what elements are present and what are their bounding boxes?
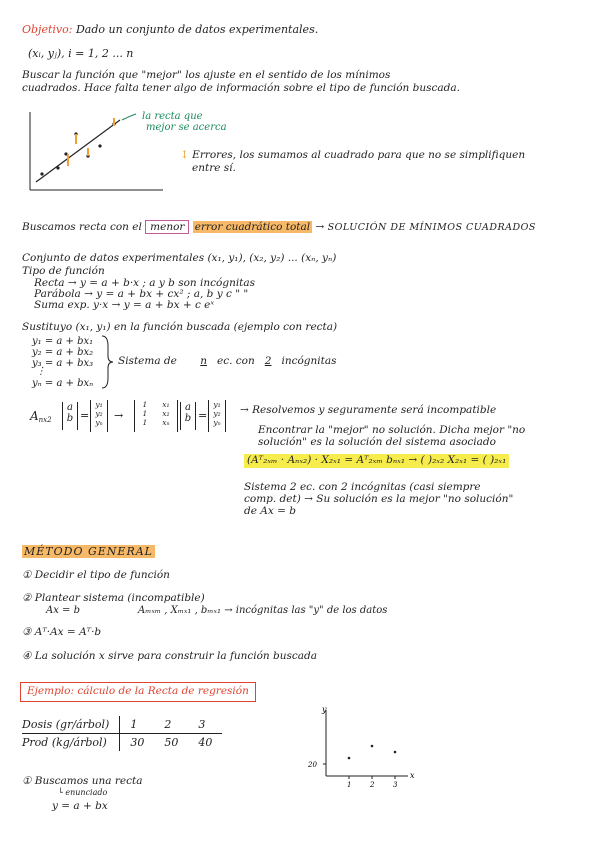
- buscamos-recta: [22, 776, 143, 788]
- step-2: [22, 593, 205, 605]
- table-label-dosis: Dosis (gr/árbol): [22, 716, 120, 734]
- resolvemos-arrow: →: [240, 404, 249, 416]
- objetivo-text: Dado un conjunto de datos experimentales.: [75, 23, 319, 36]
- matrix-y-2: [208, 400, 226, 432]
- scatter-x-label: x: [410, 771, 415, 780]
- matrix-A-letter: A: [30, 409, 39, 423]
- y-n: yₙ: [95, 418, 103, 427]
- ab-a: a: [67, 402, 73, 413]
- step-1-number: ①: [22, 569, 32, 581]
- tipo-recta: Recta → y = a + b·x ; a y b son incógnitas: [34, 277, 256, 289]
- step-1-number-ex: ①: [22, 775, 32, 787]
- encontrar-line-2: solución" es la solución del sistema asociado: [258, 436, 496, 448]
- one-2: 1: [142, 409, 148, 418]
- ab2-b: b: [184, 413, 192, 424]
- scatter-y-label: y: [322, 705, 327, 714]
- metodo-title-text: MÉTODO GENERAL: [24, 545, 153, 558]
- table-row-prod: [22, 734, 222, 752]
- enunciado-text: enunciado: [65, 788, 108, 797]
- error-total-highlight: error cuadrático total: [194, 221, 311, 233]
- step-4-number: ④: [22, 650, 32, 662]
- eq-y1: y₁ = a + bx₁: [32, 336, 94, 347]
- step-2-text: Plantear sistema (incompatible): [34, 592, 205, 604]
- enunciado-hook: └: [58, 788, 63, 797]
- table-cell: 50: [164, 736, 179, 749]
- fig1-label-arrow: [122, 114, 136, 120]
- table-row-dosis: [22, 716, 222, 734]
- errors-line-1: [180, 150, 525, 162]
- buscamos-arrow: →: [315, 221, 325, 233]
- table-cell: 1: [120, 716, 155, 734]
- enunciado-label: [58, 789, 107, 798]
- table-cell: 40: [198, 736, 213, 749]
- y2-2: y₂: [213, 409, 221, 418]
- scatter-point: [371, 745, 374, 748]
- scatter-y-tick-20: 20: [308, 761, 317, 769]
- y-2: y₂: [95, 409, 103, 418]
- eq-yn: yₙ = a + bxₙ: [32, 378, 94, 389]
- table-cell: 30: [130, 736, 145, 749]
- errors-line-2: entre sí.: [192, 162, 236, 174]
- scatter-point: [348, 757, 351, 760]
- table-label-prod: Prod (kg/árbol): [22, 734, 120, 752]
- table-cell: 2: [154, 716, 188, 734]
- resolvemos-line: [240, 405, 496, 417]
- one-1: 1: [142, 400, 148, 409]
- y2-1: y₁: [213, 400, 221, 409]
- fit-line-label-2: mejor se acerca: [146, 122, 227, 133]
- scatter-x-tick-label: 1: [347, 781, 352, 789]
- metodo-title: [22, 546, 155, 558]
- step-3-number: ③: [22, 626, 32, 638]
- matrix-y: [90, 400, 108, 432]
- intro-line-1: Buscar la función que "mejor" los ajuste en el sentido de los mínimos: [22, 69, 391, 81]
- scatter-point: [394, 751, 397, 754]
- y-1: y₁: [95, 400, 103, 409]
- x-2: x₂: [162, 409, 170, 418]
- ab2-a: a: [185, 402, 191, 413]
- menor-box: menor: [145, 220, 189, 234]
- fig1-fit-line: [36, 120, 120, 182]
- system-brace: [100, 334, 114, 390]
- step-4: [22, 651, 317, 663]
- scatter-x-tick-label: 2: [370, 781, 375, 789]
- buscamos-line: [22, 222, 536, 234]
- matrix-ab-1: [62, 402, 78, 430]
- eq-y2: y₂ = a + bx₂: [32, 347, 94, 358]
- y2-n: yₙ: [213, 418, 221, 427]
- x-n: xₙ: [162, 418, 170, 427]
- step-3: [22, 627, 101, 639]
- incognitas: incógnitas: [281, 355, 337, 367]
- x-1: x₁: [162, 400, 170, 409]
- step-2-number: ②: [22, 592, 32, 604]
- sistema-n: n: [200, 355, 208, 367]
- step-2-sub-a: Ax = b: [46, 605, 80, 616]
- scatter-chart: [300, 704, 420, 796]
- matrix-A: [30, 410, 52, 425]
- sistema-de-line: [118, 356, 337, 368]
- ab-b: b: [66, 413, 74, 424]
- intro-line-2: cuadrados. Hace falta tener algo de información sobre el tipo de función buscada.: [22, 82, 460, 94]
- ec-con: ec. con: [217, 355, 255, 367]
- ejemplo-title: Ejemplo: cálculo de la Recta de regresión: [20, 682, 256, 702]
- sistema-line-1: Sistema 2 ec. con 2 incógnitas (casi siempre: [244, 481, 481, 493]
- fig1-points: [40, 122, 115, 175]
- tipo-parabola: Parábola → y = a + bx + cx² ; a, b y c " ": [34, 288, 249, 300]
- sistema-line-3: de Ax = b: [244, 505, 296, 517]
- matrix-eq-2: =: [198, 409, 208, 422]
- buscamos-prefix: Buscamos recta con el: [22, 221, 142, 233]
- buscamos-recta-text: Buscamos una recta: [34, 775, 143, 787]
- step-4-text: La solución x sirve para construir la función buscada: [34, 650, 318, 662]
- fit-line-label-1: la recta que: [142, 111, 203, 122]
- objetivo-line: [22, 24, 318, 36]
- sustituyo-line: Sustituyo (x₁, y₁) en la función buscada (ejemplo con recta): [22, 321, 338, 333]
- error-bar-icon: ↕: [180, 149, 189, 161]
- matrix-A-full: [134, 400, 178, 432]
- encontrar-line-1: Encontrar la "mejor" no solución. Dicha mejor "no: [258, 424, 526, 436]
- conjunto-line: Conjunto de datos experimentales (x₁, y₁), (x₂, y₂) ... (xₙ, yₙ): [22, 252, 337, 264]
- tipo-funcion: Tipo de función: [22, 265, 105, 277]
- data-table: [22, 716, 222, 751]
- matrix-A-sub: nx2: [38, 416, 52, 424]
- step-1: [22, 570, 170, 582]
- tipo-suma-exp: Suma exp. y·x → y = a + bx + c eˣ: [34, 299, 215, 311]
- matrix-ab-2: [180, 402, 196, 430]
- points-notation: (xᵢ, yⱼ), i = 1, 2 ... n: [28, 47, 134, 60]
- table-cell: 3: [188, 716, 222, 734]
- solucion-minimos: SOLUCIÓN DE MÍNIMOS CUADRADOS: [327, 222, 536, 233]
- recta-eq: y = a + bx: [52, 800, 108, 812]
- step-1-text: Decidir el tipo de función: [34, 569, 170, 581]
- sistema-two: 2: [264, 355, 272, 367]
- sistema-line-2: comp. det) → Su solución es la mejor "no solución": [244, 493, 514, 505]
- one-n: 1: [142, 418, 148, 427]
- scatter-x-tick-label: 3: [393, 781, 398, 789]
- errors-text-1: Errores, los sumamos al cuadrado para que no se simplifiquen: [192, 149, 526, 161]
- resolvemos-text: Resolvemos y seguramente será incompatible: [252, 404, 497, 416]
- sistema-asociado-eq: (Aᵀ₂ₓₘ · Aₙₓ₂) · X₂ₓ₁ = Aᵀ₂ₓₘ bₙₓ₁ → ( )₂ₓ₂ X₂ₓ₁ = ( )₂ₓ₁: [244, 454, 509, 468]
- sistema-de: Sistema de: [118, 355, 177, 367]
- step-3-text: Aᵀ·Ax = Aᵀ·b: [34, 626, 102, 638]
- objetivo-label: Objetivo:: [22, 23, 73, 36]
- step-2-sub-b: Aₘₓₘ , Xₘₓ₁ , bₘₓ₁ → incógnitas las "y" de los datos: [138, 605, 388, 616]
- eq-dots: ⋮: [36, 366, 46, 377]
- eq-y3: y₃ = a + bx₃: [32, 358, 94, 369]
- matrix-eq: =: [80, 409, 90, 422]
- matrix-arrow-1: →: [114, 409, 124, 422]
